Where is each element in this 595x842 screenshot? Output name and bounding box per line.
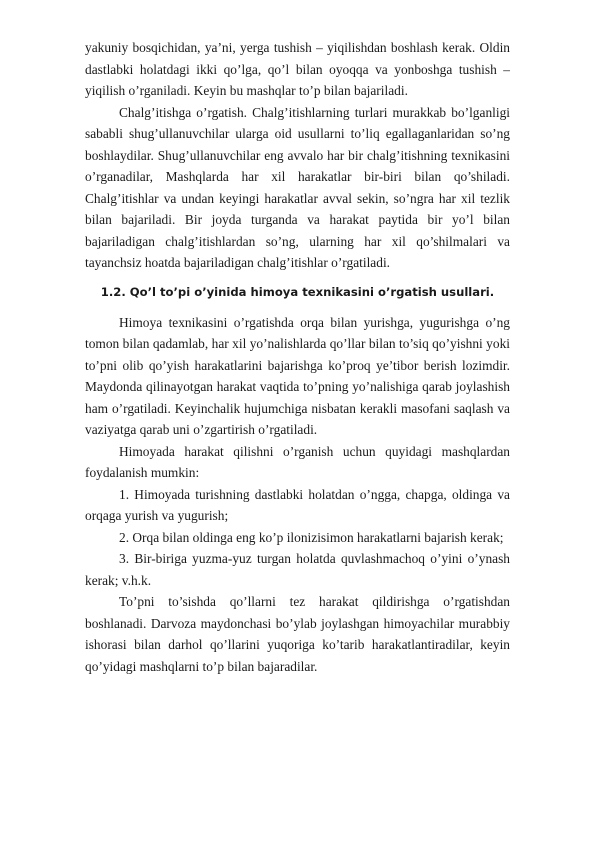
paragraph-distraction-training: Chalg’itishga o’rgatish. Chalg’itishlarning turlari murakkab bo’lganligi sababli shug’ullanuvchilar ularga oid usullarni to’liq egallaganlaridan so’ng boshlaydilar. Shug’ullanuvchilar eng avvalo har bir chalg’itishning texnikasini o’rganadilar, Mashqlarda har xil harakatlar bir-biri bilan qo’shiladi. Chalg’itishlar va undan keyingi harakatlar avval sekin, so’ngra har xil tezlik bilan bajariladi. Bir joyda turganda va harakat paytida bir yo’l bilan bajariladigan chalg’itishlardan so’ng, ularning har xil qo’shilmalari va tayanchsiz hoatda bajariladigan chalg’itishlar o’rgatiladi. — [85, 104, 510, 270]
document-body — [85, 37, 510, 677]
list-item-3: 3. Bir-biriga yuzma-yuz turgan holatda quvlashmachoq o’yini o’ynash kerak; v.h.k. — [85, 551, 510, 588]
section-heading: 1.2. Qo’l to’pi o’yinida himoya texnikasini o’rgatish usullari. — [100, 284, 495, 299]
list-item-1: 1. Himoyada turishning dastlabki holatdan o’ngga, chapga, oldinga va orqaga yurish va yugurish; — [85, 486, 510, 523]
paragraph-defense-technique: Himoya texnikasini o’rgatishda orqa bilan yurishga, yugurishga o’ng tomon bilan qadamlab, har xil yo’nalishlarda qo’llar bilan to’siq qo’yishni yoki to’pni olib qo’yish harakatlarini bajarishga ko’proq ye’tibor berish lozimdir. Maydonda qilinayotgan harakat vaqtida to’pning yo’nalishiga qarab joylashish ham o’rgatiladi. Keyinchalik hujumchiga nisbatan kerakli masofani saqlash va vaziyatga qarab uni o’zgartirish o’rgatiladi. — [85, 314, 510, 437]
paragraph-exercises-intro: Himoyada harakat qilishni o’rganish uchun quyidagi mashqlardan foydalanish mumkin: — [85, 443, 510, 480]
paragraph-continuation: yakuniy bosqichidan, ya’ni, yerga tushish – yiqilishdan boshlash kerak. Oldin dastlabki holatdagi ikki qo’lga, qo’l bilan oyoqqa va yonboshga tushish – yiqilish o’rganiladi. Keyin bu mashqlar to’p bilan bajariladi. — [85, 40, 510, 98]
list-item-2: 2. Orqa bilan oldinga eng ko’p ilonizisimon harakatlarni bajarish kerak; — [119, 529, 504, 545]
paragraph-blocking: To’pni to’sishda qo’llarni tez harakat qildirishga o’rgatishdan boshlanadi. Darvoza maydonchasi bo’ylab joylashgan himoyachilar murabbiy ishorasi bilan darhol qo’llarini yuqoriga ko’tarib harakatlantiradilar, keyin qo’yidagi mashqlarni to’p bilan bajaradilar. — [85, 594, 510, 674]
